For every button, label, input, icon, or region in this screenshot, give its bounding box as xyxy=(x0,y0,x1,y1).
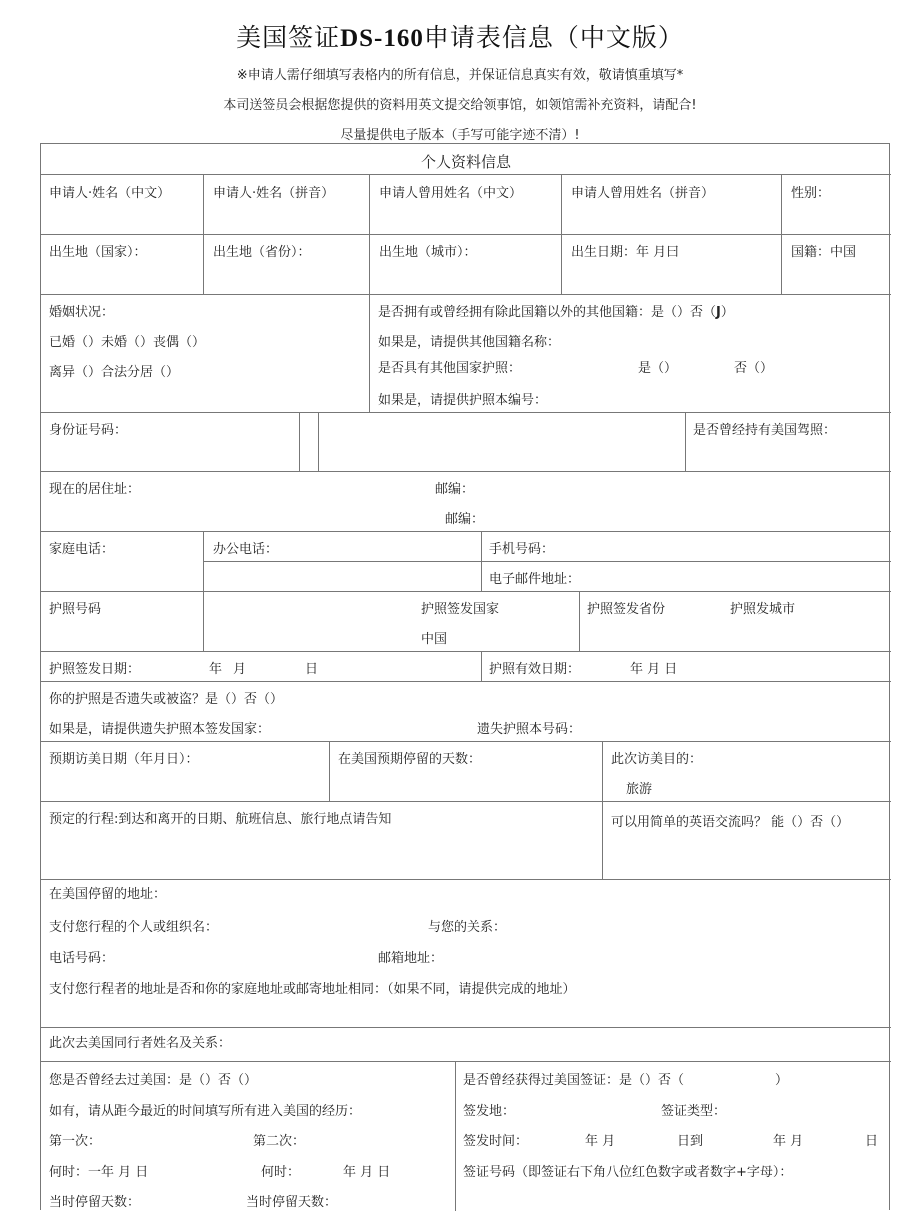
visa-until-label: 日到 xyxy=(677,1134,704,1149)
passport-lost-question: 你的护照是否遗失或被盗？是（）否（） xyxy=(49,692,284,707)
birth-city-label: 出生地（城市）： xyxy=(379,245,477,260)
companions-label: 此次去美国同行者姓名及关系： xyxy=(49,1036,232,1051)
second-visit-ymd: 年 月 日 xyxy=(343,1165,391,1180)
other-passport-question: 是否具有其他国家护照： xyxy=(378,361,522,376)
passport-issue-province-label: 护照签发省份 xyxy=(587,602,666,617)
issue-year: 年 xyxy=(209,662,223,677)
passport-issue-country-value: 中国 xyxy=(421,632,448,647)
marital-options-2: 离异（）合法分居（） xyxy=(49,365,180,380)
payer-relation-label: 与您的关系： xyxy=(428,920,507,935)
payer-mail-label: 邮箱地址： xyxy=(378,951,444,966)
nationality-label: 国籍：中国 xyxy=(791,245,857,260)
visa-type-label: 签证类型： xyxy=(661,1104,727,1119)
lost-passport-country-label: 如果是，请提供遗失护照本签发国家： xyxy=(49,722,271,737)
former-name-cn-label: 申请人曾用姓名（中文） xyxy=(379,186,523,201)
gender-label: 性别： xyxy=(791,186,831,201)
address-label: 现在的居住址： xyxy=(49,482,141,497)
application-form xyxy=(40,143,890,1210)
other-passport-no: 否（） xyxy=(734,361,774,376)
passport-number-label: 护照号码 xyxy=(49,602,102,617)
other-passport-yes: 是（） xyxy=(638,361,678,376)
visa-number-label: 签证号码（即签证右下角八位红色数字或者数字+字母）： xyxy=(463,1165,793,1180)
title-prefix: 美国签证 xyxy=(236,23,341,52)
lost-passport-number-label: 遗失护照本号码： xyxy=(477,722,582,737)
birth-date-label: 出生日期：年 月曰 xyxy=(571,245,680,260)
former-name-pinyin-label: 申请人曾用姓名（拼音） xyxy=(571,186,715,201)
first-visit-label: 第一次： xyxy=(49,1134,102,1149)
had-visa-question: 是否曾经获得过美国签证：是（）否（ xyxy=(463,1073,685,1088)
had-visa-close: ） xyxy=(775,1073,789,1088)
second-visit-days: 当时停留天数： xyxy=(246,1195,338,1210)
title-suffix: 申请表信息（中文版） xyxy=(423,23,684,52)
payer-phone-label: 电话号码： xyxy=(49,951,115,966)
office-phone-label: 办公电话： xyxy=(213,542,279,557)
issue-month: 月 xyxy=(233,662,247,677)
passport-expiry-label: 护照有效日期： xyxy=(489,662,581,677)
notice-submission: 本司送签员会根据您提供的资料用英文提交给领事馆，如领馆需补充资料，请配合! xyxy=(223,98,697,113)
email-label: 电子邮件地址： xyxy=(489,572,581,587)
other-nationality-mark: J xyxy=(716,305,721,320)
page-title xyxy=(0,18,920,54)
passport-issue-city-label: 护照发城市 xyxy=(730,602,796,617)
payer-label: 支付您行程的个人或组织名： xyxy=(49,920,219,935)
us-address-label: 在美国停留的地址： xyxy=(49,887,167,902)
name-pinyin-label: 申请人·姓名（拼音） xyxy=(213,186,335,201)
other-passport-number-label: 如果是，请提供护照本编号： xyxy=(378,393,548,408)
second-visit-when: 何时： xyxy=(261,1165,301,1180)
been-to-us-question: 您是否曾经去过美国：是（）否（） xyxy=(49,1073,258,1088)
visit-purpose-label: 此次访美目的： xyxy=(611,752,703,767)
marital-status-label: 婚姻状况： xyxy=(49,305,115,320)
title-form-code: DS-160 xyxy=(340,25,424,52)
home-phone-label: 家庭电话： xyxy=(49,542,115,557)
birth-province-label: 出生地（省份）： xyxy=(213,245,311,260)
zip-label-2: 邮编： xyxy=(445,512,485,527)
notice-electronic: 尽量提供电子版本（手写可能字迹不清）! xyxy=(340,128,580,143)
first-visit-days: 当时停留天数： xyxy=(49,1195,141,1210)
zip-label-1: 邮编： xyxy=(435,482,475,497)
birth-country-label: 出生地（国家）： xyxy=(49,245,147,260)
travel-history-label: 如有，请从距今最近的时间填写所有进入美国的经历： xyxy=(49,1104,362,1119)
id-number-label: 身份证号码： xyxy=(49,423,128,438)
arrival-date-label: 预期访美日期（年月日）： xyxy=(49,752,199,767)
expiry-ymd: 年 月 日 xyxy=(630,662,678,677)
stay-days-label: 在美国预期停留的天数： xyxy=(338,752,482,767)
other-nationality-name-label: 如果是，请提供其他国籍名称： xyxy=(378,335,561,350)
section-personal-info: 个人资料信息 xyxy=(420,153,511,171)
visit-purpose-value: 旅游 xyxy=(626,782,653,797)
other-nationality-question: 是否拥有或曾经拥有除此国籍以外的其他国籍：是（）否（J） xyxy=(378,305,734,320)
us-license-label: 是否曾经持有美国驾照： xyxy=(693,423,837,438)
marital-options-1: 已婚（）未婚（）丧偶（） xyxy=(49,335,206,350)
visa-end-day: 日 xyxy=(865,1134,879,1149)
itinerary-label: 预定的行程:到达和离开的日期、航班信息、旅行地点请告知 xyxy=(49,812,392,827)
visa-issue-place-label: 签发地： xyxy=(463,1104,516,1119)
passport-issue-date-label: 护照签发日期： xyxy=(49,662,141,677)
name-cn-label: 申请人·姓名（中文） xyxy=(49,186,171,201)
second-visit-label: 第二次： xyxy=(253,1134,306,1149)
mobile-label: 手机号码： xyxy=(489,542,555,557)
visa-issue-time-label: 签发时间： xyxy=(463,1134,529,1149)
english-question: 可以用简单的英语交流吗？ 能（）否（） xyxy=(611,815,850,830)
visa-end-ym: 年 月 xyxy=(773,1134,804,1149)
issue-day: 日 xyxy=(305,662,319,677)
payer-address-question: 支付您行程者的地址是否和你的家庭地址或邮寄地址相同：（如果不同，请提供完成的地址） xyxy=(49,982,576,997)
first-visit-when: 何时：一年 月 日 xyxy=(49,1165,149,1180)
notice-fill-carefully: ※申请人需仔细填写表格内的所有信息，并保证信息真实有效，敬请慎重填写* xyxy=(236,68,684,83)
visa-issue-ym: 年 月 xyxy=(585,1134,616,1149)
passport-issue-country-label: 护照签发国家 xyxy=(421,602,500,617)
